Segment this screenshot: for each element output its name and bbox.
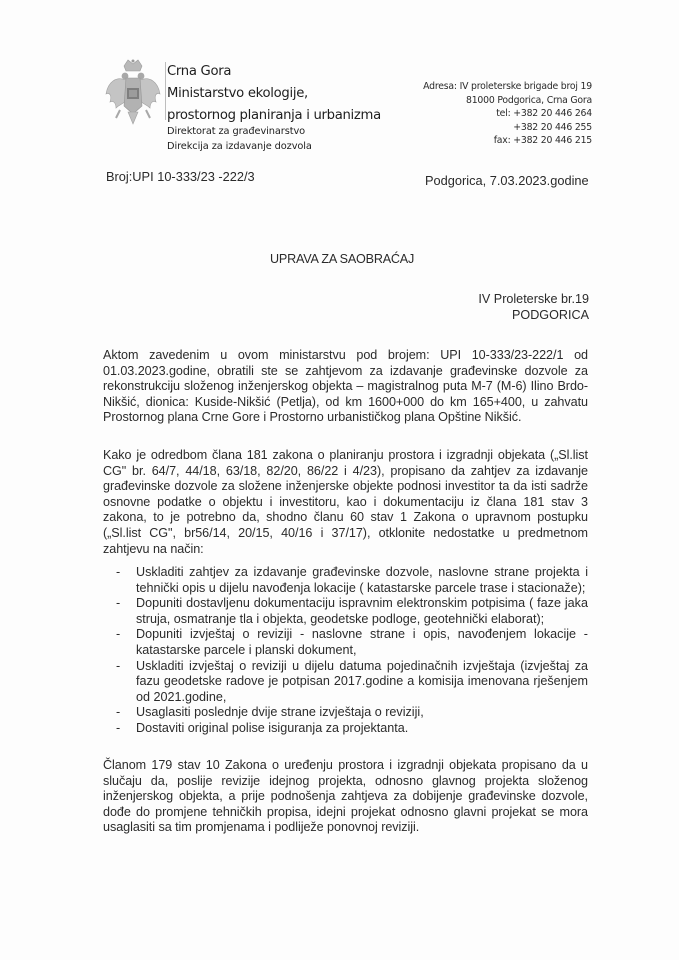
- country-name: Crna Gora: [167, 64, 232, 79]
- paragraph-legal-basis: Kako je odredbom člana 181 zakona o planiranju prostora i izgradnji objekata („Sl.list CG" br. 64/7, 44/18, 63/18, 82/20, 86/22 i 4/23), propisano da zahtjev za izdavanje građevinske dozvole za složene inženjerske objekte podnosi investitor ta da isti sadrže osnovne podatke o objektu i investitoru, kao i dokumentaciju iz člana 181 stav 3 zakona, to je potrebno da, shodno članu 60 stav 1 Zakona o upravnom postupku („Sl.list CG", br56/14, 20/15, 40/16 i 37/17), otklonite nedostatke u predmetnom zahtjevu na način:: [103, 448, 588, 556]
- ministry-name-line-2: prostornog planiranja i urbanizma: [167, 108, 381, 123]
- bullet-dash: -: [116, 596, 121, 611]
- organization-block: [167, 62, 381, 153]
- directorate-division: Direkcija za izdavanje dozvola: [167, 141, 312, 152]
- paragraph-request-intro: Aktom zavedenim u ovom ministarstvu pod brojem: UPI 10-333/23-222/1 od 01.03.2023.godine, obratili ste se zahtjevom za izdavanje građevinske dozvole za rekonstrukciju složenog inženjerskog objekta – magistralnog puta M-7 (M-6) Ilino Brdo-Nikšić, dionica: Kuside-Nikšić (Petlja), od km 1600+000 do km 165+400, u zahvatu Prostornog plana Crne Gore i Prostorno urbanističkog plana Opštine Nikšić.: [103, 348, 588, 425]
- bullet-dash: -: [116, 565, 121, 579]
- list-item-text: Dopuniti izvještaj o reviziji - naslovne strane i opis, navođenjem lokacije - katastarske parcele i planski dokument,: [136, 627, 588, 657]
- address-street: Adresa: IV proleterske brigade broj 19: [423, 81, 592, 92]
- list-item: [113, 721, 588, 737]
- place-and-date: Podgorica, 7.03.2023.godine: [425, 173, 589, 188]
- bullet-dash: -: [116, 720, 121, 735]
- reference-number: Broj:UPI 10-333/23 -222/3: [106, 169, 255, 184]
- header-divider: [165, 62, 166, 120]
- bullet-dash: -: [116, 705, 121, 720]
- list-item-text: Uskladiti izvještaj o reviziji u dijelu datuma pojedinačnih izvještaja (izvještaj za fazu geodetske radove je potpisan 2017.godine a komisija imenovana rješenjem od 2021.godine,: [136, 658, 588, 704]
- list-item: [113, 565, 588, 596]
- phone-2: +382 20 446 255: [513, 121, 592, 133]
- bullet-dash: -: [116, 658, 121, 673]
- bullet-dash: -: [116, 627, 121, 642]
- ministry-address-block: [423, 80, 592, 148]
- phone-1: tel: +382 20 446 264: [496, 108, 592, 120]
- deficiency-list: [113, 565, 588, 737]
- list-item: [113, 659, 588, 706]
- list-item: [113, 705, 588, 721]
- recipient-name: UPRAVA ZA SAOBRAĆAJ: [270, 252, 415, 266]
- list-item-text: Dopuniti dostavljenu dokumentaciju ispravnim elektronskim potpisima ( faze jaka struja, osmatranje tla i objekta, geodetske podloge, geotehnički elaborat);: [136, 596, 588, 626]
- list-item-text: Dostaviti original polise isiguranja za projektanta.: [136, 720, 409, 735]
- montenegro-coat-of-arms-icon: [104, 58, 162, 130]
- list-item-text: Uskladiti zahtjev za izdavanje građevinske dozvole, naslovne strane projekta i tehnički opis u dijelu navođenja lokacije ( katastarske parcele trase i stacionaže);: [136, 565, 588, 595]
- recipient-address: [478, 292, 589, 323]
- fax: fax: +382 20 446 215: [493, 135, 592, 147]
- list-item: [113, 596, 588, 627]
- list-item-text: Usaglasiti poslednje dvije strane izvještaja o reviziji,: [136, 705, 424, 720]
- ministry-name-line-1: Ministarstvo ekologije,: [167, 86, 308, 101]
- recipient-street: IV Proleterske br.19: [478, 292, 589, 306]
- address-city: 81000 Podgorica, Crna Gora: [465, 94, 592, 106]
- directorate-name: Direktorat za građevinarstvo: [167, 126, 306, 137]
- paragraph-revision-requirement: Članom 179 stav 10 Zakona o uređenju prostora i izgradnji objekata propisano da u slučaju da, poslije revizije idejnog projekta, odnosno glavnog projekta složenog inženjerskog objekta, a prije podnošenja zahtjeva za dobijenje građevinske dozvole, dođe do promjene tehničkih propisa, idejni projekat odnosno glavni projekat se mora usaglasiti sa tim promjenama i podliježe ponovnoj reviziji.: [103, 758, 588, 835]
- recipient-city: PODGORICA: [512, 307, 589, 322]
- list-item: [113, 627, 588, 658]
